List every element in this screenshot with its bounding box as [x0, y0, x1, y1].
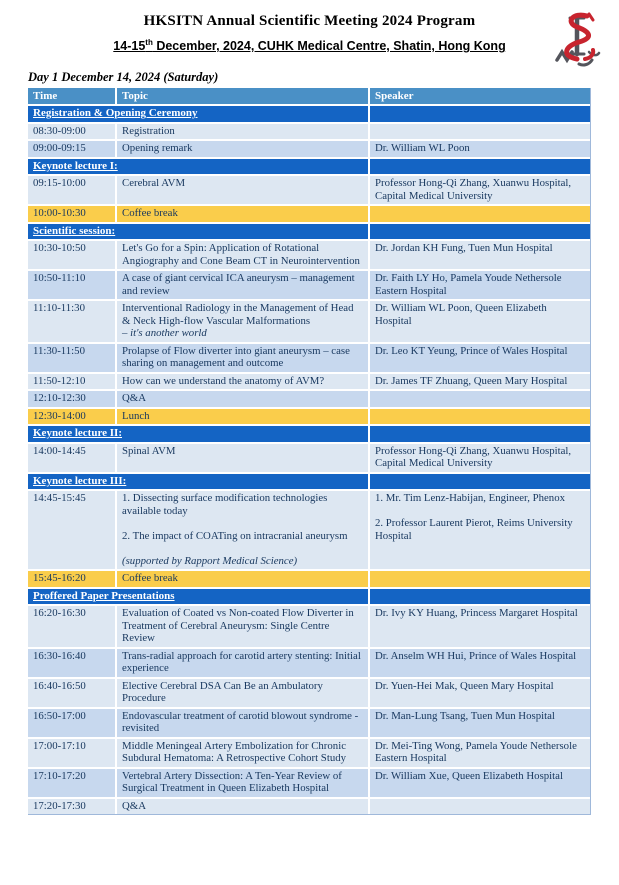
speaker-cell [368, 206, 590, 224]
subtitle-dates: 14-15 [113, 39, 146, 54]
break-row [28, 571, 590, 589]
schedule-row [28, 271, 590, 301]
schedule-row [28, 141, 590, 159]
topic-text: Interventional Radiology in the Management of Head & Neck High-flow Vascular Malformations [122, 302, 354, 327]
speaker-cell [368, 606, 590, 649]
topic-text: Prolapse of Flow diverter into giant aneurysm – case sharing on management and outcome [122, 344, 350, 370]
table-header-row [28, 88, 590, 106]
break-row [28, 206, 590, 224]
topic-text: 2. The impact of COATing on intracranial aneurysm [122, 529, 348, 542]
topic-text: Vertebral Artery Dissection: A Ten-Year Review of Surgical Treatment in Queen Elizabeth Hospital [122, 769, 342, 795]
time-cell: 16:20-16:30 [28, 606, 115, 649]
schedule-row [28, 606, 590, 649]
topic-cell [115, 709, 368, 739]
break-label: Lunch [122, 409, 150, 422]
time-cell: 17:20-17:30 [28, 799, 115, 815]
section-header-row [28, 106, 590, 124]
time-cell: 12:10-12:30 [28, 391, 115, 409]
topic-cell [115, 769, 368, 799]
topic-text: Registration [122, 124, 175, 137]
topic-cell [115, 799, 368, 815]
section-label [28, 159, 368, 177]
col-header-time: Time [28, 88, 115, 106]
section-speaker-empty-cell [368, 159, 590, 177]
section-speaker-empty-cell [368, 589, 590, 607]
speaker-cell [368, 141, 590, 159]
topic-cell [115, 374, 368, 392]
speaker-cell [368, 409, 590, 427]
topic-cell [115, 606, 368, 649]
topic-cell [115, 571, 368, 589]
schedule-row [28, 124, 590, 142]
topic-text: Trans-radial approach for carotid artery stenting: Initial experience [122, 649, 361, 675]
speaker-cell [368, 769, 590, 799]
speaker-text: Dr. Man-Lung Tsang, Tuen Mun Hospital [375, 709, 555, 722]
speaker-cell [368, 679, 590, 709]
topic-text [122, 542, 363, 555]
section-header-row [28, 224, 590, 242]
section-label-text: Registration & Opening Ceremony [33, 107, 198, 120]
section-label-text: Keynote lecture I: [33, 159, 118, 172]
speaker-cell [368, 374, 590, 392]
time-cell: 11:30-11:50 [28, 344, 115, 374]
section-label-text: Proffered Paper Presentations [33, 589, 175, 602]
speaker-text: Professor Hong-Qi Zhang, Xuanwu Hospital, Capital Medical University [375, 177, 572, 202]
time-cell: 17:10-17:20 [28, 769, 115, 799]
schedule-row [28, 649, 590, 679]
time-cell: 11:50-12:10 [28, 374, 115, 392]
topic-cell [115, 649, 368, 679]
subtitle-venue: December, 2024, CUHK Medical Centre, Shatin, Hong Kong [152, 39, 506, 54]
program-table-body [28, 106, 590, 814]
topic-cell [115, 176, 368, 206]
section-label [28, 589, 368, 607]
speaker-text: Dr. James TF Zhuang, Queen Mary Hospital [375, 374, 568, 387]
time-cell: 15:45-16:20 [28, 571, 115, 589]
topic-cell [115, 301, 368, 344]
section-label-text: Scientific session: [33, 224, 116, 237]
col-header-speaker: Speaker [368, 88, 590, 106]
schedule-row [28, 344, 590, 374]
speaker-text: Professor Hong-Qi Zhang, Xuanwu Hospital, Capital Medical University [375, 444, 572, 470]
speaker-text: 1. Mr. Tim Lenz-Habijan, Engineer, Phenox [375, 492, 565, 505]
time-cell: 08:30-09:00 [28, 124, 115, 142]
topic-cell [115, 124, 368, 142]
schedule-row [28, 176, 590, 206]
time-cell: 16:40-16:50 [28, 679, 115, 709]
schedule-row [28, 391, 590, 409]
topic-cell [115, 206, 368, 224]
section-label [28, 426, 368, 444]
time-cell: 09:00-09:15 [28, 141, 115, 159]
time-cell: 09:15-10:00 [28, 176, 115, 206]
speaker-text: Dr. Faith LY Ho, Pamela Youde Nethersole Eastern Hospital [375, 272, 562, 297]
day-heading: Day 1 December 14, 2024 (Saturday) [28, 70, 219, 85]
speaker-text: Dr. Yuen-Hei Mak, Queen Mary Hospital [375, 679, 554, 692]
topic-cell [115, 679, 368, 709]
program-table [28, 88, 591, 815]
topic-cell [115, 391, 368, 409]
topic-cell [115, 444, 368, 474]
schedule-row [28, 739, 590, 769]
section-label [28, 474, 368, 492]
topic-cell [115, 344, 368, 374]
schedule-row [28, 444, 590, 474]
break-row [28, 409, 590, 427]
time-cell: 17:00-17:10 [28, 739, 115, 769]
schedule-row [28, 374, 590, 392]
break-label: Coffee break [122, 572, 178, 585]
hksitn-logo-graphic [549, 8, 605, 72]
speaker-cell [368, 241, 590, 271]
topic-text: Endovascular treatment of carotid blowout syndrome - revisited [122, 709, 359, 735]
schedule-row [28, 301, 590, 344]
time-cell: 14:45-15:45 [28, 491, 115, 571]
schedule-row [28, 709, 590, 739]
speaker-cell [368, 344, 590, 374]
speaker-cell [368, 176, 590, 206]
section-speaker-empty-cell [368, 106, 590, 124]
topic-text [122, 517, 363, 530]
speaker-text [375, 505, 585, 518]
topic-text: Evaluation of Coated vs Non-coated Flow Diverter in Treatment of Cerebral Aneurysm: Single Centre Review [122, 607, 354, 645]
speaker-text: Dr. William WL Poon, Queen Elizabeth Hospital [375, 302, 547, 327]
speaker-text: Dr. Mei-Ting Wong, Pamela Youde Nethersole Eastern Hospital [375, 739, 577, 765]
speaker-text: Dr. Anselm WH Hui, Prince of Wales Hospital [375, 649, 577, 662]
schedule-row [28, 799, 590, 815]
speaker-cell [368, 271, 590, 301]
speaker-text: Dr. William Xue, Queen Elizabeth Hospital [375, 769, 563, 782]
topic-text: Let's Go for a Spin: Application of Rotational Angiography and Cone Beam CT in Neurointervention [122, 242, 360, 267]
topic-cell [115, 271, 368, 301]
subtitle-ordinal: th [145, 38, 153, 47]
schedule-row [28, 241, 590, 271]
time-cell: 12:30-14:00 [28, 409, 115, 427]
topic-text: – it's another world [122, 327, 207, 340]
time-cell: 11:10-11:30 [28, 301, 115, 344]
section-speaker-empty-cell [368, 224, 590, 242]
topic-text: How can we understand the anatomy of AVM? [122, 374, 325, 387]
topic-text: Middle Meningeal Artery Embolization for Chronic Subdural Hematoma: A Retrospective Cohort Study [122, 739, 347, 765]
topic-text: Q&A [122, 799, 146, 812]
topic-text: A case of giant cervical ICA aneurysm – management and review [122, 272, 355, 297]
section-header-row [28, 426, 590, 444]
speaker-cell [368, 124, 590, 142]
col-header-topic: Topic [115, 88, 368, 106]
speaker-cell [368, 491, 590, 571]
section-header-row [28, 474, 590, 492]
topic-cell [115, 491, 368, 571]
topic-cell [115, 409, 368, 427]
speaker-cell [368, 739, 590, 769]
speaker-cell [368, 571, 590, 589]
topic-cell [115, 739, 368, 769]
time-cell: 10:50-11:10 [28, 271, 115, 301]
break-label: Coffee break [122, 207, 178, 220]
speaker-text: Dr. William WL Poon [375, 142, 470, 155]
page-title: HKSITN Annual Scientific Meeting 2024 Program [143, 13, 476, 29]
topic-text: Cerebral AVM [122, 177, 186, 190]
topic-cell [115, 141, 368, 159]
speaker-cell [368, 301, 590, 344]
speaker-cell [368, 799, 590, 815]
speaker-text: 2. Professor Laurent Pierot, Reims University Hospital [375, 517, 573, 542]
topic-text: (supported by Rapport Medical Science) [122, 554, 298, 567]
section-label-text: Keynote lecture III: [33, 474, 127, 487]
speaker-text: Dr. Ivy KY Huang, Princess Margaret Hospital [375, 607, 578, 620]
section-label [28, 106, 368, 124]
section-label-text: Keynote lecture II: [33, 427, 122, 440]
speaker-cell [368, 391, 590, 409]
section-header-row [28, 159, 590, 177]
topic-text: 1. Dissecting surface modification technologies available today [122, 492, 328, 517]
section-header-row [28, 589, 590, 607]
topic-cell [115, 241, 368, 271]
hksitn-logo [549, 8, 605, 72]
section-label [28, 224, 368, 242]
time-cell: 10:30-10:50 [28, 241, 115, 271]
schedule-row [28, 491, 590, 571]
topic-text: Q&A [122, 392, 146, 405]
schedule-row [28, 679, 590, 709]
topic-text: Opening remark [122, 142, 193, 155]
section-speaker-empty-cell [368, 474, 590, 492]
time-cell: 16:50-17:00 [28, 709, 115, 739]
speaker-cell [368, 444, 590, 474]
page-subtitle [0, 38, 619, 53]
speaker-text: Dr. Leo KT Yeung, Prince of Wales Hospital [375, 344, 568, 357]
speaker-cell [368, 649, 590, 679]
time-cell: 14:00-14:45 [28, 444, 115, 474]
topic-text: Elective Cerebral DSA Can Be an Ambulatory Procedure [122, 679, 323, 705]
section-speaker-empty-cell [368, 426, 590, 444]
schedule-row [28, 769, 590, 799]
topic-text: Spinal AVM [122, 444, 176, 457]
speaker-text: Dr. Jordan KH Fung, Tuen Mun Hospital [375, 242, 553, 255]
speaker-cell [368, 709, 590, 739]
time-cell: 16:30-16:40 [28, 649, 115, 679]
time-cell: 10:00-10:30 [28, 206, 115, 224]
